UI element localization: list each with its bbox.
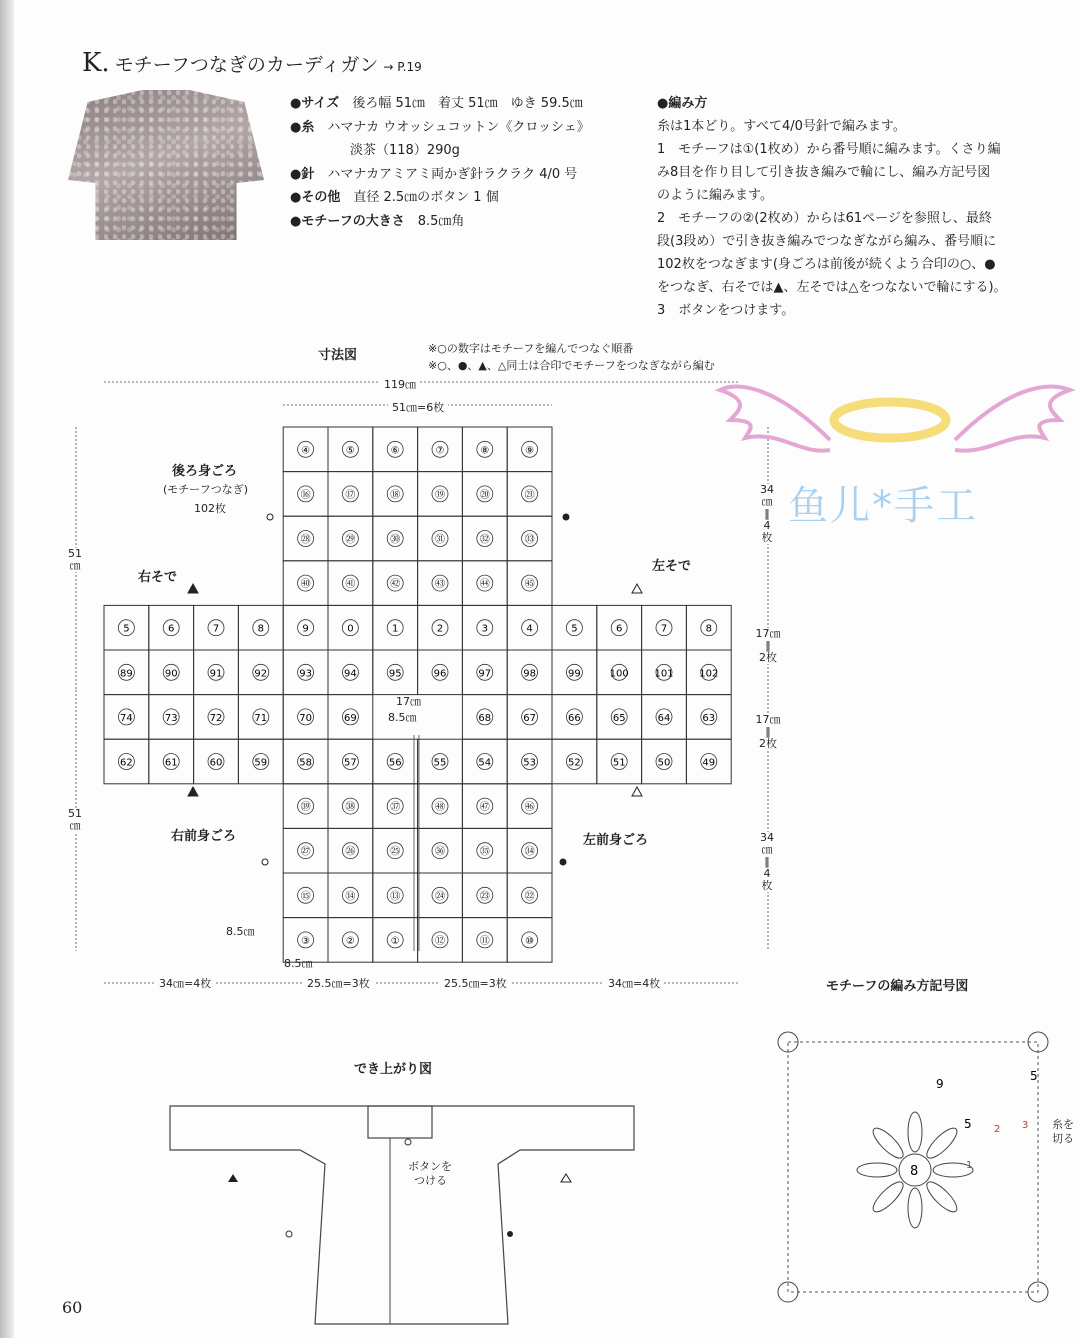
spec-other: ●その他 直径 2.5㎝のボタン 1 個 [290, 190, 499, 205]
motif-number: ⑧ [480, 445, 490, 457]
motif-number: ⑭ [345, 891, 356, 903]
spec-hook: ●針 ハマナカアミアミ両かぎ針ラクラク 4/0 号 [290, 166, 578, 182]
pattern-name: モチーフつなぎのカーディガン [114, 54, 379, 76]
motif-number: ㉕ [390, 846, 401, 858]
motif-number: ㉝ [524, 534, 535, 546]
petal-icon [923, 1178, 961, 1216]
motif-number: 5 [571, 623, 578, 635]
page-number: 60 [62, 1298, 83, 1317]
spec-yarn: ●糸 ハマナカ ウオッシュコットン《クロッシェ》 [290, 119, 590, 135]
motif-chart-title: モチーフの編み方記号図 [826, 979, 969, 994]
neck-height-label: 8.5㎝ [388, 711, 417, 724]
motif-number: 98 [523, 668, 536, 680]
neck-width-label: 17㎝ [396, 695, 421, 708]
motif-number: 72 [209, 712, 223, 724]
motif-number: ⑰ [345, 489, 356, 501]
method-line: 段(3段め）で引き抜き編みでつなぎながら編み、番号順に [657, 234, 997, 249]
motif-number: 50 [657, 757, 671, 769]
circle-open-mark [267, 514, 273, 520]
button-mark [405, 1139, 411, 1145]
motif-number: 52 [568, 757, 581, 769]
motif-number: ④ [301, 445, 311, 457]
chart-number: 2 [994, 1124, 1001, 1135]
motif-number: 92 [254, 668, 268, 680]
chart-number: 3 [1022, 1120, 1029, 1131]
motif-number: 3 [481, 623, 488, 635]
motif-number: ㊺ [524, 579, 535, 591]
halo-icon [834, 402, 946, 438]
diagram-title: 寸法図 [318, 348, 358, 363]
motif-number: ㉖ [345, 846, 356, 858]
motif-number: ㉜ [479, 534, 490, 546]
motif-number: 6 [168, 623, 175, 635]
motif-number: 95 [388, 668, 402, 680]
motif-number: ㉞ [524, 846, 535, 858]
motif-number: ⑤ [345, 445, 355, 457]
diagram-note-2: ※○、●、▲、△同士は合印でモチーフをつなぎながら編む [428, 359, 715, 372]
motif-number: ⑱ [390, 489, 401, 501]
motif-number: 67 [523, 712, 536, 724]
triangle-filled-mark [228, 1174, 238, 1182]
motif-number: ㊴ [300, 802, 311, 814]
back-body-count: 102枚 [194, 502, 226, 515]
circle-open-mark [286, 1231, 292, 1237]
motif-number: ⑩ [525, 935, 535, 947]
motif-number: 4 [526, 623, 533, 635]
motif-number: 8 [257, 623, 264, 635]
motif-number: 100 [609, 668, 629, 680]
chart-number: 1 [966, 1160, 973, 1171]
motif-number: 54 [478, 757, 492, 769]
motif-number: 64 [657, 712, 671, 724]
total-width-label: 119㎝ [380, 376, 420, 392]
motif-number: 8 [705, 623, 712, 635]
chart-number: 8 [910, 1164, 919, 1179]
petal-icon [869, 1124, 907, 1162]
triangle-filled-mark [188, 787, 198, 796]
motif-number: 58 [299, 757, 312, 769]
motif-number: 9 [302, 623, 309, 635]
corner-label-a: 8.5㎝ [226, 925, 255, 938]
circle-filled-mark [563, 514, 569, 520]
motif-number: 49 [702, 757, 716, 769]
motif-number: ⑫ [435, 935, 445, 947]
motif-number: ⑬ [390, 891, 401, 903]
motif-number: ㊹ [479, 579, 490, 591]
motif-number: ⑨ [525, 445, 535, 457]
motif-number: 70 [299, 712, 312, 724]
motif-number: 0 [347, 623, 354, 635]
motif-number: ① [390, 935, 400, 947]
motif-number: ㊽ [435, 802, 445, 814]
motif-number: 7 [212, 623, 220, 635]
motif-number: ㉛ [435, 534, 445, 546]
motif-number: ⑮ [300, 891, 311, 903]
motif-number: 6 [616, 623, 623, 635]
method-line: をつなぎ、右そでは▲、左そでは△をつなないで輪にする)。 [657, 280, 1007, 295]
bottom-dim-4: 34㎝=4枚 [604, 975, 664, 991]
motif-number: ㊵ [300, 579, 311, 591]
left-height-bottom: 51㎝ [64, 808, 86, 832]
motif-number: 94 [344, 668, 357, 680]
motif-number: ⑲ [435, 489, 445, 501]
circle-open-mark [262, 859, 268, 865]
motif-number: ② [345, 935, 355, 947]
motif-number: ⑪ [479, 935, 490, 947]
triangle-open-mark [561, 1174, 571, 1182]
motif-number: 71 [254, 712, 268, 724]
right-sleeve-label: 右そで [138, 570, 178, 585]
motif-number: 59 [254, 757, 268, 769]
corner-label-b: 8.5㎝ [284, 957, 313, 970]
chart-number: 5 [964, 1117, 972, 1131]
method-line: 2 モチーフの②(2枚め）からは61ページを参照し、最終 [657, 211, 992, 226]
chart-number: 9 [936, 1077, 944, 1091]
motif-number: ㉓ [479, 891, 490, 903]
motif-number: ⑯ [300, 489, 311, 501]
motif-number: 69 [344, 712, 357, 724]
motif-number: 65 [612, 712, 626, 724]
motif-number: 91 [209, 668, 223, 680]
motif-number: 57 [344, 757, 357, 769]
finished-diagram [160, 1098, 650, 1334]
motif-number: ㊻ [524, 802, 535, 814]
petal-icon [908, 1112, 922, 1152]
motif-number: ⑦ [435, 445, 445, 457]
motif-number: ㊲ [390, 802, 401, 814]
motif-number: ㉒ [524, 891, 535, 903]
motif-number: 74 [120, 712, 133, 724]
diagram-note-1: ※○の数字はモチーフを編んでつなぐ順番 [428, 342, 634, 355]
petal-icon [857, 1163, 897, 1177]
motif-number: ㉙ [345, 534, 356, 546]
motif-number: 101 [654, 668, 674, 680]
bottom-dim-1: 34㎝=4枚 [155, 975, 215, 991]
motif-number: 61 [164, 757, 178, 769]
finished-title: でき上がり図 [354, 1062, 433, 1077]
motif-number: ⑳ [479, 489, 490, 501]
motif-number: 60 [209, 757, 223, 769]
triangle-open-mark [632, 787, 642, 796]
motif-number: 62 [120, 757, 133, 769]
motif-number: ㊳ [345, 802, 356, 814]
method-line: 糸は1本どり。すべて4/0号針で編みます。 [657, 119, 906, 134]
motif-number: ㉑ [524, 489, 535, 501]
right-dim-mid2: 17㎝ ‖ 2枚 [750, 714, 786, 750]
method-heading: ●編み方 [657, 96, 708, 111]
page-reference: → P.19 [383, 60, 422, 74]
wing-right-icon [955, 387, 1070, 451]
motif-number: 89 [120, 668, 133, 680]
pattern-letter: K. [82, 48, 110, 78]
motif-number: 102 [699, 668, 719, 680]
motif-number: 99 [568, 668, 581, 680]
motif-number: 73 [164, 712, 178, 724]
finished-collar [368, 1106, 432, 1138]
right-front-label: 右前身ごろ [171, 829, 237, 844]
motif-number: ㉘ [300, 534, 311, 546]
spec-yarn-color: 淡茶（118）290g [350, 143, 460, 158]
bottom-dim-3: 25.5㎝=3枚 [440, 975, 511, 991]
motif-number: ㊸ [435, 579, 445, 591]
method-line: 3 ボタンをつけます。 [657, 303, 795, 318]
motif-number: ③ [301, 935, 311, 947]
method-line: のように編みます。 [657, 188, 773, 203]
triangle-open-mark [632, 584, 642, 593]
method-line: み8目を作り目して引き抜き編みで輪にし、編み方記号図 [657, 165, 991, 180]
method-line: 102枚をつなぎます(身ごろは前後が続くよう合印の○、● [657, 257, 996, 272]
motif-number: 96 [433, 668, 447, 680]
petal-icon [923, 1124, 961, 1162]
motif-number: ㉔ [435, 891, 445, 903]
watermark-text: 鱼儿*手工 [788, 483, 978, 529]
circle-filled-mark [507, 1231, 513, 1237]
motif-number: ㉚ [390, 534, 401, 546]
motif-number: ㊱ [435, 846, 445, 858]
motif-number: 93 [299, 668, 312, 680]
right-dim-bottom: 34 ㎝ ‖ 4 枚 [756, 832, 778, 892]
petal-icon [869, 1178, 907, 1216]
back-body-sub: (モチーフつなぎ) [163, 483, 249, 496]
motif-number: ㊶ [345, 579, 356, 591]
right-dim-top: 34 ㎝ ‖ 4 枚 [756, 484, 778, 544]
chart-number: 5 [1030, 1069, 1038, 1083]
motif-number: 1 [392, 623, 399, 635]
motif-number: 97 [478, 668, 492, 680]
left-sleeve-label: 左そで [652, 559, 692, 574]
motif-symbol-chart [770, 1020, 1060, 1320]
spec-size: ●サイズ 後ろ幅 51㎝ 着丈 51㎝ ゆき 59.5㎝ [290, 96, 583, 111]
petal-icon [908, 1188, 922, 1228]
motif-number: 56 [388, 757, 402, 769]
motif-number: ⑥ [390, 445, 400, 457]
motif-number: 63 [702, 712, 716, 724]
motif-number: 55 [433, 757, 447, 769]
right-dim-mid1: 17㎝ ‖ 2枚 [750, 628, 786, 664]
left-height-top: 51㎝ [64, 548, 86, 572]
finished-outline [170, 1106, 634, 1324]
triangle-filled-mark [188, 584, 198, 593]
motif-number: ㉗ [300, 846, 311, 858]
method-line: 1 モチーフは①(1枚め）から番号順に編みます。くさり編 [657, 142, 1001, 157]
cut-yarn-note: 糸を 切る [1052, 1118, 1074, 1145]
wing-left-icon [720, 387, 830, 451]
motif-number: 68 [478, 712, 492, 724]
motif-number: ㊷ [390, 579, 401, 591]
motif-number: 66 [568, 712, 581, 724]
motif-number: 5 [123, 623, 130, 635]
motif-number: ㉟ [479, 846, 490, 858]
motif-number: 90 [164, 668, 178, 680]
motif-number: ㊼ [479, 802, 490, 814]
bottom-dim-2: 25.5㎝=3枚 [303, 975, 374, 991]
circle-filled-mark [560, 859, 566, 865]
button-note: ボタンを つける [408, 1160, 452, 1187]
motif-number: 51 [612, 757, 626, 769]
back-width-label: 51㎝=6枚 [388, 399, 448, 415]
motif-number: 7 [660, 623, 668, 635]
motif-number: 53 [523, 757, 536, 769]
back-body-label: 後ろ身ごろ [172, 464, 238, 479]
left-front-label: 左前身ごろ [583, 833, 649, 848]
spec-motif-size: ●モチーフの大きさ 8.5㎝角 [290, 213, 465, 229]
motif-number: 2 [436, 623, 444, 635]
